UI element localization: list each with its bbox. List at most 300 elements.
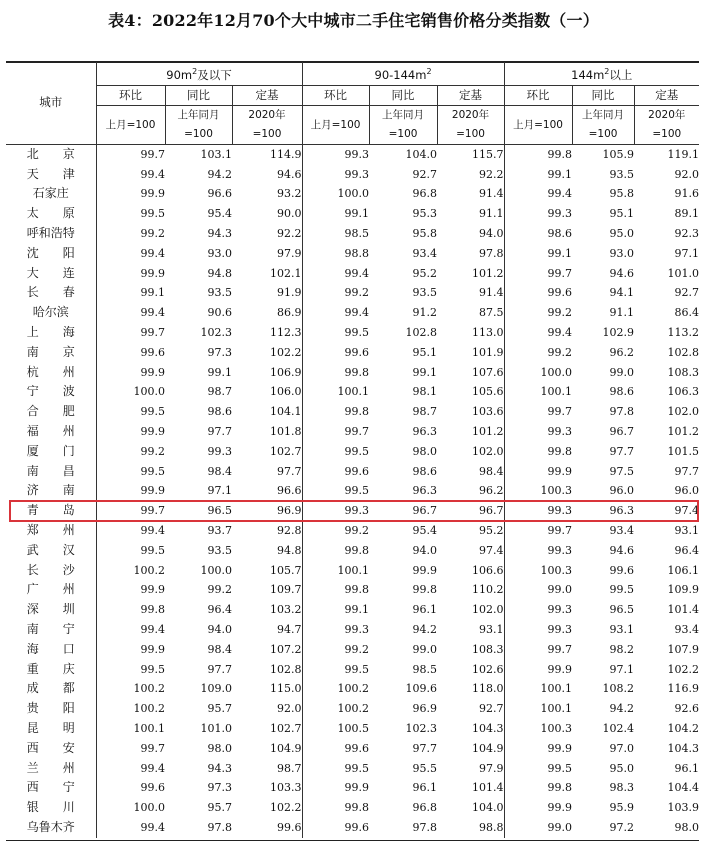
index-value: 94.6	[277, 167, 302, 181]
index-value: 92.2	[479, 167, 504, 181]
index-value: 94.0	[479, 227, 504, 241]
index-value: 99.3	[504, 204, 572, 224]
index-value: 99.5	[96, 541, 165, 561]
table-row	[6, 660, 699, 680]
index-value: 98.7	[207, 385, 232, 399]
index-value: 96.9	[412, 702, 438, 716]
index-value: 99.2	[302, 283, 369, 303]
index-value: 95.9	[609, 801, 635, 815]
table-row	[6, 818, 699, 838]
index-value: 99.9	[96, 481, 165, 501]
index-value: 96.6	[207, 187, 232, 201]
base-prev-year: 上年同月 =100	[165, 105, 232, 144]
index-value: 96.6	[277, 484, 302, 498]
index-value: 116.9	[667, 682, 700, 696]
index-value: 96.5	[609, 603, 635, 617]
index-value: 93.5	[207, 286, 232, 300]
index-value: 99.2	[504, 303, 572, 323]
city-name: 贵 阳	[26, 701, 75, 716]
index-value: 99.9	[96, 580, 165, 600]
index-value: 97.2	[609, 820, 635, 834]
city-name: 西 安	[26, 740, 75, 755]
index-value: 100.3	[504, 719, 572, 739]
index-value: 100.0	[200, 563, 232, 577]
index-value: 95.4	[412, 523, 438, 537]
index-value: 112.3	[270, 326, 302, 339]
table-row	[6, 204, 699, 224]
index-value: 99.0	[412, 642, 438, 656]
index-value: 105.9	[602, 147, 635, 161]
city-name: 沈 阳	[26, 245, 75, 260]
index-value: 100.1	[504, 699, 572, 719]
index-value: 96.1	[674, 761, 700, 775]
index-value: 98.5	[412, 662, 438, 676]
index-value: 97.0	[609, 741, 635, 755]
header-row-groups	[6, 62, 699, 85]
index-value: 99.9	[96, 640, 165, 660]
index-value: 103.2	[270, 603, 302, 617]
index-value: 104.2	[667, 721, 700, 735]
index-value: 95.2	[479, 523, 504, 537]
index-value: 102.3	[200, 326, 232, 339]
index-value: 95.8	[609, 187, 635, 201]
index-value: 104.0	[472, 801, 504, 815]
index-value: 98.2	[609, 642, 635, 656]
city-name: 合 肥	[26, 404, 75, 419]
city-name: 南 京	[26, 344, 75, 359]
index-value: 108.3	[472, 642, 504, 656]
index-value: 114.9	[270, 147, 302, 161]
index-value: 102.7	[270, 444, 302, 458]
index-value: 99.9	[504, 660, 572, 680]
index-value: 97.7	[609, 444, 635, 458]
index-value: 99.5	[96, 402, 165, 422]
index-value: 86.4	[674, 306, 700, 320]
table-row	[6, 382, 699, 402]
index-value: 99.8	[504, 778, 572, 798]
index-value: 101.5	[667, 444, 700, 458]
index-value: 99.4	[96, 818, 165, 838]
index-value: 101.4	[472, 781, 504, 795]
index-value: 95.3	[412, 207, 438, 221]
group-header-large: $144m^2$以上	[504, 62, 699, 85]
base-prev-month: 上月=100	[504, 105, 572, 144]
city-name: 长 春	[26, 285, 75, 300]
city-name: 青 岛	[26, 503, 75, 518]
index-value: 97.8	[609, 405, 635, 419]
index-value: 92.0	[674, 167, 700, 181]
index-value: 96.5	[207, 504, 232, 518]
index-value: 98.6	[412, 464, 438, 478]
index-value: 104.1	[270, 405, 302, 419]
mom-header: 环比	[96, 85, 165, 105]
index-value: 90.0	[277, 207, 302, 221]
index-value: 94.1	[609, 286, 635, 300]
city-name: 宁 波	[26, 384, 75, 399]
table-row	[6, 442, 699, 462]
index-value: 102.8	[405, 326, 438, 339]
index-value: 99.8	[302, 363, 369, 383]
index-value: 92.7	[412, 167, 438, 181]
index-value: 105.7	[270, 563, 302, 577]
city-name: 昆 明	[26, 720, 75, 735]
index-value: 96.7	[479, 504, 504, 518]
index-value: 96.1	[412, 781, 438, 795]
city-name: 武 汉	[26, 542, 75, 557]
bottom-rule	[6, 840, 699, 841]
index-value: 95.1	[609, 207, 635, 221]
index-value: 99.9	[504, 739, 572, 759]
index-value: 99.2	[302, 521, 369, 541]
city-name: 重 庆	[26, 661, 75, 676]
index-value: 99.8	[302, 798, 369, 818]
index-value: 93.5	[412, 286, 438, 300]
mom-header: 环比	[504, 85, 572, 105]
index-value: 97.1	[207, 484, 232, 498]
index-value: 99.4	[302, 303, 369, 323]
index-value: 99.8	[504, 442, 572, 462]
index-value: 99.9	[96, 422, 165, 442]
city-name: 太 原	[26, 206, 75, 221]
index-value: 97.8	[479, 246, 504, 260]
index-value: 91.1	[479, 207, 504, 221]
index-value: 99.2	[207, 583, 232, 597]
index-value: 96.3	[412, 424, 438, 438]
index-value: 95.7	[207, 801, 232, 815]
index-value: 100.3	[504, 481, 572, 501]
index-value: 99.8	[302, 402, 369, 422]
index-value: 94.6	[609, 266, 635, 280]
index-value: 92.2	[277, 227, 302, 241]
index-value: 104.3	[667, 741, 700, 755]
index-value: 103.9	[667, 801, 700, 815]
index-value: 93.4	[412, 246, 438, 260]
index-value: 99.5	[302, 481, 369, 501]
city-name: 深 圳	[26, 602, 75, 617]
index-value: 99.9	[504, 798, 572, 818]
table-row	[6, 501, 699, 521]
index-value: 100.2	[96, 561, 165, 581]
index-value: 113.0	[472, 326, 504, 339]
fixed-base-header: 定基	[232, 85, 302, 105]
city-name: 广 州	[26, 582, 75, 597]
index-value: 109.9	[667, 583, 700, 597]
index-value: 99.9	[96, 363, 165, 383]
index-value: 99.3	[504, 501, 572, 521]
index-value: 93.5	[207, 543, 232, 557]
base-prev-year: 上年同月 =100	[369, 105, 437, 144]
index-value: 98.5	[302, 224, 369, 244]
city-name: 银 川	[26, 800, 75, 815]
index-value: 99.4	[96, 620, 165, 640]
index-value: 100.2	[96, 679, 165, 699]
index-value: 99.9	[412, 563, 438, 577]
index-value: 99.7	[96, 501, 165, 521]
index-value: 99.6	[609, 563, 635, 577]
index-value: 99.3	[504, 541, 572, 561]
table-row	[6, 600, 699, 620]
index-value: 96.7	[412, 504, 438, 518]
index-value: 102.0	[667, 405, 700, 419]
index-value: 99.7	[504, 402, 572, 422]
index-value: 109.7	[270, 583, 302, 597]
city-column-header: 城市	[6, 62, 96, 144]
index-value: 96.8	[412, 187, 438, 201]
index-value: 87.5	[479, 306, 504, 320]
index-value: 94.2	[412, 622, 438, 636]
index-value: 99.3	[207, 444, 232, 458]
index-value: 115.0	[270, 682, 302, 696]
index-value: 101.9	[472, 345, 504, 359]
city-name: 南 宁	[26, 621, 75, 636]
index-value: 97.7	[207, 424, 232, 438]
index-value: 99.1	[207, 365, 232, 379]
index-value: 99.0	[609, 365, 635, 379]
index-value: 102.2	[270, 345, 302, 359]
table-row	[6, 323, 699, 343]
table-row	[6, 144, 699, 164]
index-value: 100.1	[302, 561, 369, 581]
index-value: 94.0	[412, 543, 438, 557]
base-prev-month: 上月=100	[302, 105, 369, 144]
index-value: 107.9	[667, 642, 700, 656]
index-value: 96.2	[609, 345, 635, 359]
table-row	[6, 778, 699, 798]
city-name: 呼和浩特	[26, 226, 75, 241]
index-value: 86.9	[277, 306, 302, 320]
index-value: 99.7	[504, 640, 572, 660]
header-row-bases	[6, 105, 699, 144]
index-value: 100.3	[504, 561, 572, 581]
yoy-header: 同比	[572, 85, 634, 105]
index-value: 97.7	[674, 464, 700, 478]
index-value: 91.6	[674, 187, 700, 201]
index-value: 93.1	[674, 523, 700, 537]
index-value: 99.7	[96, 739, 165, 759]
index-value: 99.9	[302, 778, 369, 798]
table-row	[6, 184, 699, 204]
index-value: 100.2	[302, 679, 369, 699]
index-value: 99.2	[96, 224, 165, 244]
index-value: 115.7	[472, 147, 504, 161]
index-value: 99.4	[504, 323, 572, 343]
index-value: 92.7	[674, 286, 700, 300]
index-value: 106.9	[270, 365, 302, 379]
index-value: 99.5	[302, 442, 369, 462]
index-value: 97.1	[674, 246, 700, 260]
base-prev-year: 上年同月 =100	[572, 105, 634, 144]
index-value: 97.4	[674, 504, 700, 518]
city-name: 北 京	[26, 146, 75, 161]
index-value: 99.1	[96, 283, 165, 303]
index-value: 94.8	[277, 543, 302, 557]
table-row	[6, 739, 699, 759]
index-value: 96.1	[412, 603, 438, 617]
index-value: 99.1	[302, 204, 369, 224]
index-value: 99.8	[504, 144, 572, 164]
index-value: 99.5	[302, 660, 369, 680]
index-value: 99.3	[504, 422, 572, 442]
index-value: 94.0	[207, 622, 232, 636]
index-value: 95.8	[412, 227, 438, 241]
index-value: 99.7	[96, 323, 165, 343]
index-value: 102.7	[270, 721, 302, 735]
index-value: 98.7	[277, 761, 302, 775]
mom-header: 环比	[302, 85, 369, 105]
index-value: 99.3	[302, 165, 369, 185]
fixed-base-header: 定基	[437, 85, 504, 105]
index-value: 97.1	[609, 662, 635, 676]
index-value: 98.1	[412, 385, 438, 399]
index-value: 93.0	[609, 246, 635, 260]
index-value: 98.8	[302, 244, 369, 264]
index-value: 95.4	[207, 207, 232, 221]
index-value: 100.1	[504, 382, 572, 402]
index-value: 94.2	[207, 167, 232, 181]
index-value: 97.9	[479, 761, 504, 775]
index-value: 97.7	[277, 464, 302, 478]
index-value: 91.4	[479, 286, 504, 300]
index-value: 99.9	[96, 264, 165, 284]
index-value: 102.2	[667, 662, 700, 676]
index-value: 98.3	[609, 781, 635, 795]
index-value: 98.7	[412, 405, 438, 419]
index-value: 97.4	[479, 543, 504, 557]
city-name: 天 津	[26, 166, 75, 181]
index-value: 103.6	[472, 405, 504, 419]
index-value: 103.3	[270, 781, 302, 795]
index-value: 104.4	[667, 781, 700, 795]
index-value: 99.7	[302, 422, 369, 442]
base-prev-month: 上月=100	[96, 105, 165, 144]
index-value: 108.3	[667, 365, 700, 379]
table-row	[6, 303, 699, 323]
index-value: 99.5	[96, 660, 165, 680]
index-value: 99.4	[96, 759, 165, 779]
index-value: 99.7	[504, 264, 572, 284]
index-value: 94.7	[277, 622, 302, 636]
table-row	[6, 541, 699, 561]
index-value: 109.0	[200, 682, 232, 696]
index-value: 96.7	[609, 424, 635, 438]
city-name: 大 连	[26, 265, 75, 280]
index-value: 102.8	[270, 662, 302, 676]
city-name: 杭 州	[26, 364, 75, 379]
index-value: 104.0	[405, 147, 438, 161]
index-value: 99.4	[96, 303, 165, 323]
index-value: 95.5	[412, 761, 438, 775]
index-value: 98.0	[412, 444, 438, 458]
index-value: 99.9	[504, 462, 572, 482]
index-value: 99.6	[302, 343, 369, 363]
index-value: 96.3	[609, 504, 635, 518]
index-value: 95.0	[609, 761, 635, 775]
index-value: 100.0	[504, 363, 572, 383]
index-value: 95.2	[412, 266, 438, 280]
index-value: 93.1	[609, 622, 635, 636]
index-value: 95.0	[609, 227, 635, 241]
index-value: 96.2	[479, 484, 504, 498]
table-row	[6, 363, 699, 383]
index-value: 100.1	[96, 719, 165, 739]
index-value: 101.0	[667, 266, 700, 280]
index-value: 94.2	[609, 702, 635, 716]
index-value: 99.6	[302, 739, 369, 759]
index-value: 92.3	[674, 227, 700, 241]
index-value: 99.4	[302, 264, 369, 284]
index-value: 99.3	[302, 144, 369, 164]
index-value: 99.6	[96, 343, 165, 363]
index-value: 99.5	[302, 323, 369, 343]
index-value: 107.6	[472, 365, 504, 379]
table-body	[6, 144, 699, 837]
header-row-types	[6, 85, 699, 105]
table-row	[6, 283, 699, 303]
index-value: 95.7	[207, 702, 232, 716]
index-value: 93.2	[277, 187, 302, 201]
index-value: 93.7	[207, 523, 232, 537]
city-name: 长 沙	[26, 562, 75, 577]
index-value: 98.0	[207, 741, 232, 755]
index-value: 106.3	[667, 385, 700, 399]
index-value: 99.6	[302, 818, 369, 838]
index-value: 92.6	[674, 702, 700, 716]
index-value: 94.3	[207, 227, 232, 241]
index-value: 96.9	[277, 504, 302, 518]
index-value: 98.8	[479, 820, 504, 834]
index-value: 102.6	[472, 662, 504, 676]
index-value: 99.1	[412, 365, 438, 379]
index-value: 97.5	[609, 464, 635, 478]
index-value: 109.6	[405, 682, 438, 696]
index-value: 96.0	[609, 484, 635, 498]
table-row	[6, 462, 699, 482]
base-2020: 2020年 =100	[634, 105, 699, 144]
table-row	[6, 481, 699, 501]
index-value: 91.9	[277, 286, 302, 300]
index-value: 99.4	[96, 521, 165, 541]
index-value: 97.9	[277, 246, 302, 260]
index-value: 99.3	[302, 501, 369, 521]
index-value: 99.6	[277, 820, 302, 834]
index-value: 101.4	[667, 603, 700, 617]
index-value: 100.5	[302, 719, 369, 739]
index-value: 102.9	[602, 326, 635, 339]
index-value: 94.8	[207, 266, 232, 280]
index-value: 93.4	[674, 622, 700, 636]
index-value: 100.0	[96, 382, 165, 402]
index-value: 99.7	[96, 144, 165, 164]
index-value: 98.4	[207, 464, 232, 478]
index-value: 104.9	[472, 741, 504, 755]
yoy-header: 同比	[369, 85, 437, 105]
index-value: 97.3	[207, 345, 232, 359]
index-value: 99.1	[504, 244, 572, 264]
index-value: 89.1	[674, 207, 700, 221]
index-value: 93.5	[609, 167, 635, 181]
table-row	[6, 521, 699, 541]
index-value: 106.0	[270, 385, 302, 399]
index-value: 106.6	[472, 563, 504, 577]
table-row	[6, 719, 699, 739]
index-value: 93.0	[207, 246, 232, 260]
city-name: 乌鲁木齐	[26, 819, 75, 834]
index-value: 106.1	[667, 563, 700, 577]
index-value: 102.4	[602, 721, 635, 735]
table-row	[6, 422, 699, 442]
city-name: 济 南	[26, 483, 75, 498]
index-value: 99.0	[504, 580, 572, 600]
